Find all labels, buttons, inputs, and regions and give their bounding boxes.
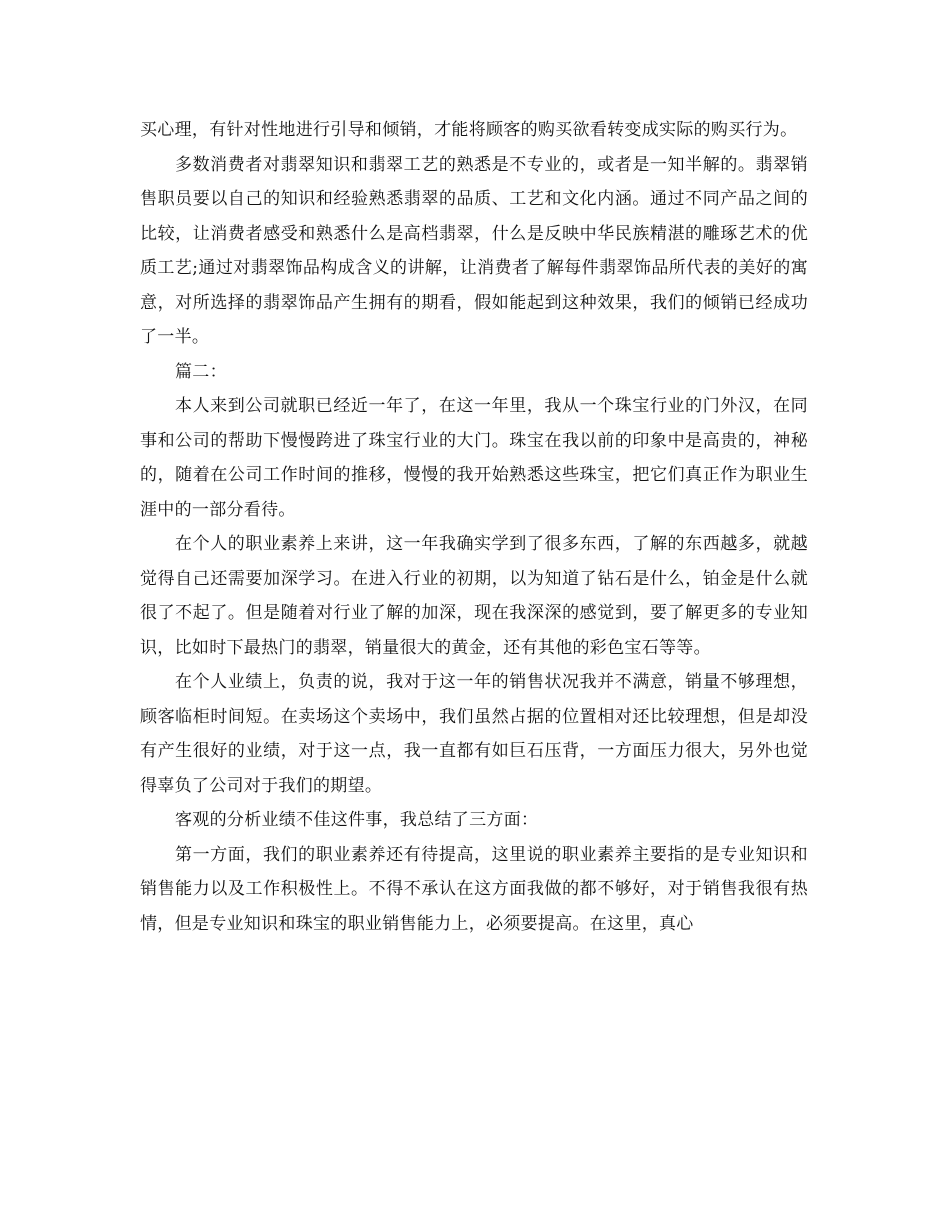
paragraph-three-aspects: 客观的分析业绩不佳这件事，我总结了三方面： [175,810,539,830]
paragraph-first-aspect: 第一方面，我们的职业素养还有待提高，这里说的职业素养主要指的是专业知识和销售能力以及工作积极性上。不得不承认在这方面我做的都不够好，对于销售我很有热情，但是专业知识和珠宝的职业销售能力上，必须要提高。在这里，真心 [140,844,808,934]
document-body [140,113,808,941]
paragraph-continuation: 买心理，有针对性地进行引导和倾销，才能将顾客的购买欲看转变成实际的购买行为。 [140,120,798,140]
paragraph-joined-company: 本人来到公司就职已经近一年了，在这一年里，我从一个珠宝行业的门外汉，在同事和公司的帮助下慢慢跨进了珠宝行业的大门。珠宝在我以前的印象中是高贵的，神秘的，随着在公司工作时间的推移，慢慢的我开始熟悉这些珠宝，把它们真正作为职业生涯中的一部分看待。 [140,396,808,520]
paragraph-consumer-knowledge: 多数消费者对翡翠知识和翡翠工艺的熟悉是不专业的，或者是一知半解的。翡翠销售职员要以自己的知识和经验熟悉翡翠的品质、工艺和文化内涵。通过不同产品之间的比较，让消费者感受和熟悉什么是高档翡翠，什么是反映中华民族精湛的雕琢艺术的优质工艺;通过对翡翠饰品构成含义的讲解，让消费者了解每件翡翠饰品所代表的美好的寓意，对所选择的翡翠饰品产生拥有的期看，假如能起到这种效果，我们的倾销已经成功了一半。 [140,154,808,347]
paragraph-professional-growth: 在个人的职业素养上来讲，这一年我确实学到了很多东西，了解的东西越多，就越觉得自己还需要加深学习。在进入行业的初期，以为知道了钻石是什么，铂金是什么就很了不起了。但是随着对行业了解的加深，现在我深深的感觉到，要了解更多的专业知识，比如时下最热门的翡翠，销量很大的黄金，还有其他的彩色宝石等等。 [140,534,808,658]
section-heading-part-two: 篇二： [175,361,227,382]
paragraph-sales-performance: 在个人业绩上，负责的说，我对于这一年的销售状况我并不满意，销量不够理想，顾客临柜时间短。在卖场这个卖场中，我们虽然占据的位置相对还比较理想，但是却没有产生很好的业绩，对于这一点，我一直都有如巨石压背，一方面压力很大，另外也觉得辜负了公司对于我们的期望。 [140,672,808,796]
